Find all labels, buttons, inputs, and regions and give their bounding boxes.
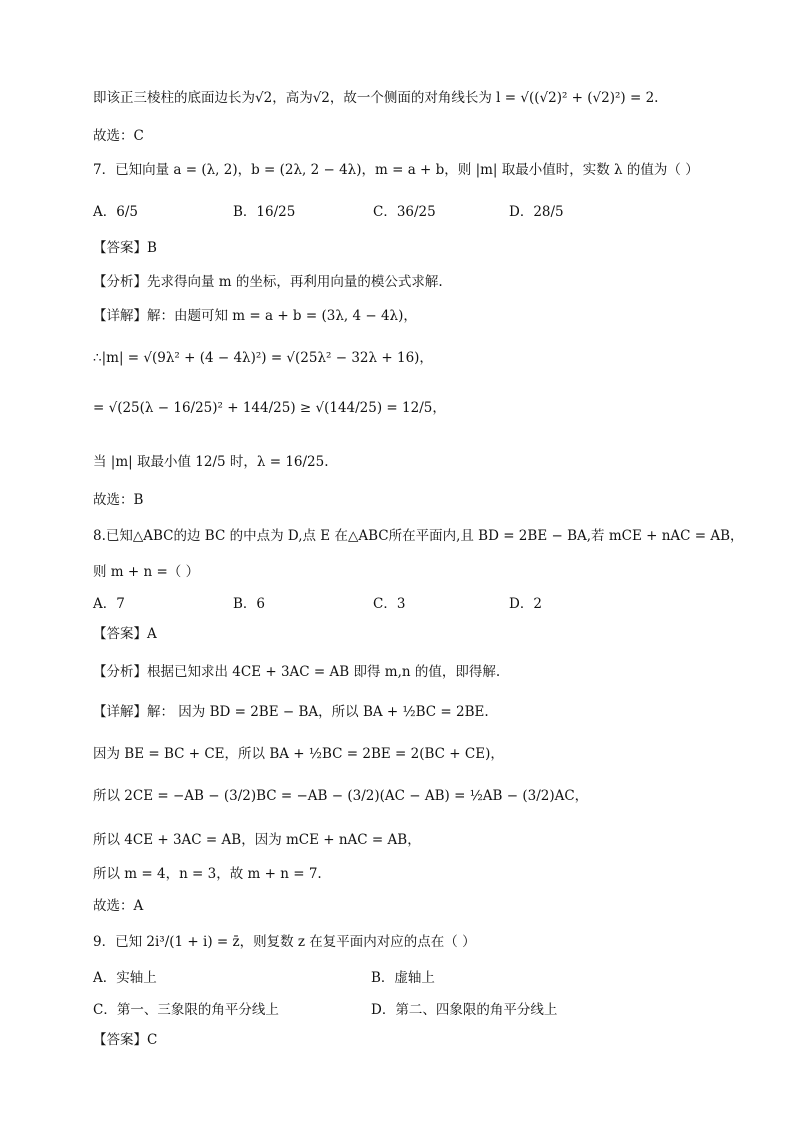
question-9: 9．已知 2i³/(1 + i) = z̄，则复数 z 在复平面内对应的点在（ ） <box>93 934 476 950</box>
option-7-a: A．6/5 <box>93 204 138 220</box>
option-7-d: D．28/5 <box>509 204 564 220</box>
option-8-c: C．3 <box>373 596 406 612</box>
option-8-b: B．6 <box>233 596 266 612</box>
question-8: 8.已知△ABC的边 BC 的中点为 D,点 E 在△ABC所在平面内,且 BD = 2BE − BA,若 mCE + nAC = AB， <box>93 528 744 544</box>
answer-8: 【答案】A <box>93 626 157 642</box>
step-8a: 因为 BE = BC + CE，所以 BA + ½BC = 2BE = 2(BC + CE)， <box>93 746 504 762</box>
text-line-conclusion: 即该正三棱柱的底面边长为√2，高为√2，故一个侧面的对角线长为 l = √((√2)² + (√2)²) = 2. <box>93 90 659 106</box>
option-9-c: C．第一、三象限的角平分线上 <box>93 1002 279 1018</box>
option-8-d: D．2 <box>509 596 542 612</box>
question-7: 7．已知向量 a = (λ, 2)，b = (2λ, 2 − 4λ)，m = a + b，则 |m| 取最小值时，实数 λ 的值为（ ） <box>93 162 699 178</box>
answer-7: 【答案】B <box>93 240 157 256</box>
select-7: 故选：B <box>93 492 144 508</box>
text-line-select-c: 故选：C <box>93 128 144 144</box>
step-8c: 所以 4CE + 3AC = AB，因为 mCE + nAC = AB， <box>93 832 421 848</box>
step-8b: 所以 2CE = −AB − (3/2)BC = −AB − (3/2)(AC − AB) = ½AB − (3/2)AC， <box>93 788 589 804</box>
analysis-7: 【分析】先求得向量 m 的坐标，再利用向量的模公式求解. <box>93 274 443 290</box>
detail-8: 【详解】解： 因为 BD = 2BE − BA，所以 BA + ½BC = 2BE. <box>93 704 489 720</box>
option-9-a: A．实轴上 <box>93 970 157 986</box>
step-7a: ∴|m| = √(9λ² + (4 − 4λ)²) = √(25λ² − 32λ + 16)， <box>93 350 433 366</box>
option-9-b: B．虚轴上 <box>371 970 435 986</box>
question-8-cont: 则 m + n =（ ） <box>93 564 200 580</box>
step-8d: 所以 m = 4，n = 3，故 m + n = 7. <box>93 866 322 882</box>
select-8: 故选：A <box>93 898 144 914</box>
option-7-b: B．16/25 <box>233 204 296 220</box>
option-8-a: A．7 <box>93 596 125 612</box>
option-9-d: D．第二、四象限的角平分线上 <box>371 1002 558 1018</box>
step-7b: = √(25(λ − 16/25)² + 144/25) ≥ √(144/25) = 12/5， <box>93 400 446 416</box>
detail-7: 【详解】解：由题可知 m = a + b = (3λ, 4 − 4λ)， <box>93 308 417 324</box>
step-7c: 当 |m| 取最小值 12/5 时，λ = 16/25. <box>93 454 329 470</box>
option-7-c: C．36/25 <box>373 204 436 220</box>
analysis-8: 【分析】根据已知求出 4CE + 3AC = AB 即得 m,n 的值，即得解. <box>93 664 501 680</box>
answer-9: 【答案】C <box>93 1032 158 1048</box>
